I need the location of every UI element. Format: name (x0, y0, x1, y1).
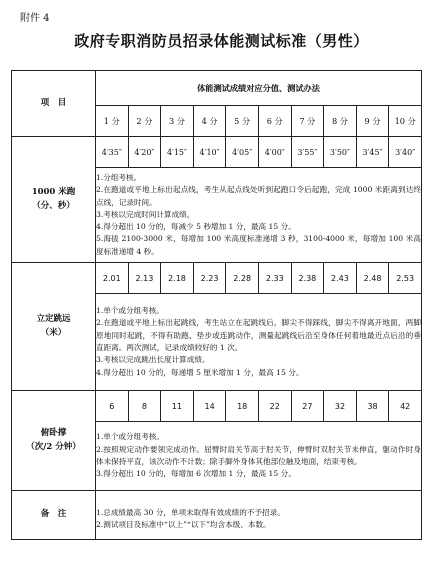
score-header: 1 分 (96, 106, 129, 137)
pushup-values-row (12, 391, 422, 422)
value-cell: 3′50″ (324, 137, 357, 168)
event-unit: （米） (40, 327, 67, 338)
score-header: 10 分 (389, 106, 422, 137)
value-cell: 3′45″ (356, 137, 389, 168)
score-header: 3 分 (161, 106, 194, 137)
remarks-content (96, 491, 422, 540)
value-cell: 2.23 (193, 263, 226, 294)
value-cell: 2.48 (356, 263, 389, 294)
method-line: 3.考核以完成跳出长度计算成绩。 (96, 355, 210, 365)
item-header: 项 目 (12, 71, 96, 137)
event-name: 俯卧撑 (40, 428, 67, 439)
score-header: 2 分 (128, 106, 161, 137)
score-header: 8 分 (324, 106, 357, 137)
value-cell: 4′05″ (226, 137, 259, 168)
event-label-run (12, 137, 96, 263)
method-line: 3.得分超出 10 分的，每增加 6 次增加 1 分，最高 15 分。 (96, 469, 296, 479)
remark-line: 2.测试项目及标准中“以上”“以下”均含本级、本数。 (96, 520, 271, 529)
run-method (96, 168, 422, 263)
value-cell: 2.33 (258, 263, 291, 294)
value-cell: 6 (96, 391, 129, 422)
event-unit: （次/2 分钟） (26, 441, 81, 452)
method-line: 3.考核以完成时间计算成绩。 (96, 209, 195, 219)
value-cell: 2.43 (324, 263, 357, 294)
value-cell: 4′00″ (258, 137, 291, 168)
run-values-row (12, 137, 422, 168)
event-name: 1000 米跑 (31, 187, 76, 198)
page-title: 政府专职消防员招录体能测试标准（男性） (74, 32, 369, 50)
value-cell: 14 (193, 391, 226, 422)
jump-method (96, 294, 422, 391)
value-cell: 3′40″ (389, 137, 422, 168)
attachment-label: 附件 4 (20, 13, 50, 24)
event-name: 立定跳远 (36, 314, 71, 325)
standards-table (11, 70, 422, 540)
value-cell: 4′15″ (161, 137, 194, 168)
method-line: 4.得分超出 10 分的，每递增 5 厘米增加 1 分，最高 15 分。 (96, 367, 304, 377)
event-label-pushup (12, 391, 96, 491)
method-line: 5.海拔 2100-3000 米，每增加 100 米高度标准递增 3 秒，3100-4000 米，每增加 100 米高度标准递增 4 秒。 (96, 234, 422, 256)
value-cell: 11 (161, 391, 194, 422)
remark-line: 1.总成绩最高 30 分，单项未取得有效成绩的不予招录。 (96, 507, 285, 517)
header-row-group (12, 71, 422, 106)
value-cell: 4′35″ (96, 137, 129, 168)
score-header: 9 分 (356, 106, 389, 137)
score-header: 5 分 (226, 106, 259, 137)
pushup-method (96, 422, 422, 491)
method-line: 2.按照规定动作要领完成动作。屈臂时肩关节高于肘关节，伸臂时双肘关节未伸直，躯动作时身体未保持平直，该次动作不计数；除手脚外身体其他部位触及地面，结束考核。 (96, 444, 422, 466)
event-label-jump (12, 263, 96, 391)
method-line: 1.单个或分组考核。 (96, 306, 164, 316)
value-cell: 8 (128, 391, 161, 422)
value-cell: 32 (324, 391, 357, 422)
value-cell: 2.18 (161, 263, 194, 294)
jump-values-row (12, 263, 422, 294)
method-line: 4.得分超出 10 分的，每减少 5 秒增加 1 分，最高 15 分。 (96, 222, 296, 232)
score-header: 7 分 (291, 106, 324, 137)
method-line: 2.在跑道或平地上标出起点线，考生从起点线处听到起跑口令后起跑，完成 1000 米距离到达终点线，记录时间。 (96, 185, 422, 207)
value-cell: 27 (291, 391, 324, 422)
score-header: 6 分 (258, 106, 291, 137)
event-unit: （分、秒） (32, 200, 75, 211)
method-line: 1.单个或分组考核。 (96, 432, 164, 442)
value-cell: 18 (226, 391, 259, 422)
value-cell: 42 (389, 391, 422, 422)
value-cell: 3′55″ (291, 137, 324, 168)
value-cell: 2.38 (291, 263, 324, 294)
remarks-label: 备 注 (12, 491, 96, 540)
method-line: 1.分组考核。 (96, 172, 142, 182)
value-cell: 22 (258, 391, 291, 422)
remarks-row (12, 491, 422, 540)
value-cell: 4′20″ (128, 137, 161, 168)
value-cell: 2.53 (389, 263, 422, 294)
value-cell: 2.01 (96, 263, 129, 294)
method-line: 2.在跑道或平地上标出起跳线，考生站立在起跳线后，脚尖不得踩线，脚尖不得离开地面，两脚原地同时起跳，不得有助跑、垫步或连跳动作，测量起跳线后沿至身体任何着地最近点后沿的垂直距离。两次测试，记录成绩较好的 1 次。 (96, 318, 422, 352)
score-header: 4 分 (193, 106, 226, 137)
group-header: 体能测试成绩对应分值、测试办法 (96, 71, 422, 106)
value-cell: 2.28 (226, 263, 259, 294)
value-cell: 2.13 (128, 263, 161, 294)
value-cell: 38 (356, 391, 389, 422)
value-cell: 4′10″ (193, 137, 226, 168)
